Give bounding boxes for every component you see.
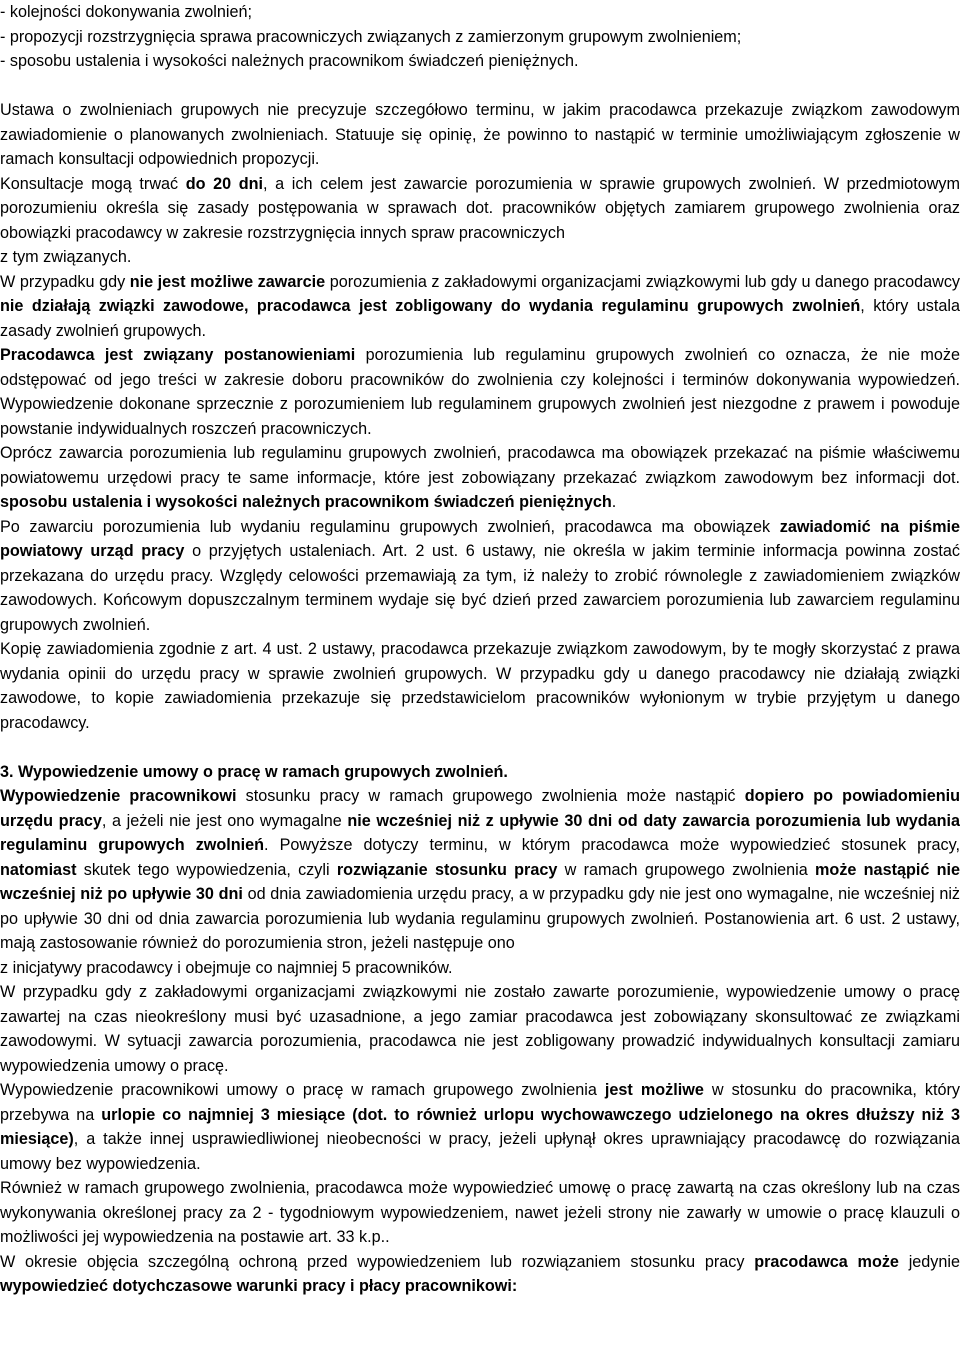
bold-text-run: pieniężnych [519, 493, 612, 511]
section-heading: 3. Wypowiedzenie umowy o pracę w ramach grupowych zwolnień. [0, 762, 508, 781]
text-run: skutek tego wypowiedzenia, czyli [76, 860, 337, 879]
text-run: Po zawarciu porozumienia lub wydaniu regulaminu grupowych zwolnień, pracodawca ma obowiązek [0, 517, 780, 536]
paragraph-termination-end: z inicjatywy pracodawcy i obejmuje co najmniej 5 pracowników. [0, 958, 453, 977]
paragraph-consultations [0, 172, 960, 246]
text-run: jedynie [898, 1252, 960, 1271]
bold-text-run: Wypowiedzenie pracownikowi [0, 787, 237, 805]
bold-text-run: może nastąpić nie wcześniej niż po upływie 30 dni [0, 860, 960, 903]
text-run: W przypadku gdy z zakładowymi organizacjami związkowymi nie zostało zawarte porozumienie, wypowiedzenie umowy o pracę zawartej na czas nieokreślony musi być uzasadnione, a jego zamiar pracodawca jest zobowiązany skonsultować ze związkami zawodowymi. W sytuacji zawarcia porozumienia, pracodawca nie jest zobligowany prowadzić indywidualnych konsultacji zamiaru wypowiedzenia umowy o pracę. [0, 983, 960, 1075]
spacer [0, 74, 960, 99]
paragraph-regulations [0, 270, 960, 344]
paragraph-termination [0, 784, 960, 956]
paragraph-leave [0, 1078, 960, 1176]
text-run: porozumienia z zakładowymi organizacjami związkowymi lub gdy u danego pracodawcy [325, 272, 960, 291]
text-run: W okresie objęcia szczególną ochroną przed wypowiedzeniem lub rozwiązaniem stosunku pracy [0, 1252, 755, 1271]
text-run: W przypadku gdy [0, 272, 130, 291]
text-run: Kopię zawiadomienia zgodnie z art. 4 ust. 2 ustawy, pracodawca przekazuje związkom zawodowym, by te mogły skorzystać z prawa wydania opinii do urzędu pracy w sprawie zwolnień grupowych. W przypadku gdy u danego pracodawcy nie działają związki zawodowe, to kopie zawiadomienia przekazuje się przedstawicielom pracowników wyłonionym w trybie przyjętym u danego pracodawcy. [0, 640, 960, 732]
text-run: , a jeżeli nie jest ono wymagalne [101, 811, 348, 830]
bold-text-run: do 20 dni [185, 174, 264, 193]
bold-text-run: Pracodawca jest związany postanowieniami [0, 346, 356, 364]
list-item: - propozycji rozstrzygnięcia sprawa pracowniczych związanych z zamierzonym grupowym zwolnieniem; [0, 27, 742, 46]
list-item: - kolejności dokonywania zwolnień; [0, 3, 252, 21]
paragraph-copy-notice [0, 637, 960, 735]
paragraph-labour-office-info [0, 441, 960, 515]
bold-text-run: nie działają związki zawodowe, pracodawca jest zobligowany do wydania regulaminu grupowych zwolnień [0, 297, 861, 315]
paragraph-employer-bound [0, 343, 960, 441]
text-run: Wypowiedzenie pracownikowi umowy o pracę w ramach grupowego zwolnienia [0, 1081, 605, 1099]
bold-text-run: zawiadomić na piśmie powiatowy urząd pracy [0, 517, 960, 560]
text-run: od dnia zawiadomienia urzędu pracy, a w przypadku gdy nie jest ono wymagalne, nie wcześniej niż po upływie 30 dni od dnia zawarcia porozumienia lub wydania regulaminu grupowych zwolnień. Postanowienia art. 6 ust. 2 ustawy, mają zastosowanie również do porozumienia stron, jeżeli następuje ono [0, 885, 960, 952]
paragraph-special-protection [0, 1250, 960, 1299]
spacer [0, 735, 960, 760]
text-run: Ustawa o zwolnieniach grupowych nie precyzuje szczegółowo terminu, w jakim pracodawca przekazuje związkom zawodowym zawiadomienie o planowanych zwolnieniach. Statuuje się opinię, że powinno to nastąpić w terminie umożliwiającym zgłoszenie w ramach konsultacji odpowiednich propozycji. [0, 101, 960, 168]
bold-text-run: nie jest możliwe zawarcie [129, 272, 326, 291]
paragraph-consultations-end: z tym związanych. [0, 248, 132, 266]
list-block [0, 0, 960, 74]
text-run: Oprócz zawarcia porozumienia lub regulaminu grupowych zwolnień, pracodawca ma obowiązek przekazać na piśmie właściwemu powiatowemu urzędowi pracy te same informacje, które jest zobowiązany przekazać związkom zawodowym bez informacji dot. [0, 444, 960, 487]
text-run: porozumienia lub regulaminu grupowych zwolnień co oznacza, że nie może odstępować od jego treści w zakresie doboru pracowników do zwolnienia czy kolejności i terminów dokonywania wypowiedzeń. Wypowiedzenie dokonane sprzecznie z porozumieniem lub regulaminem grupowych zwolnień jest niezgodne z prawem i powoduje powstanie indywidualnych roszczeń pracowniczych. [0, 346, 960, 438]
paragraph-no-agreement [0, 980, 960, 1078]
text-run: , a także innej usprawiedliwionej nieobecności w pracy, jeżeli upłynął okres uprawniający pracodawcę do rozwiązania umowy bez wypowiedzenia. [0, 1130, 960, 1173]
bold-text-run: rozwiązanie stosunku pracy [336, 860, 558, 879]
paragraph-notice-timing [0, 98, 960, 172]
bold-text-run: natomiast [0, 860, 77, 879]
text-run: w stosunku do pracownika, który przebywa na [0, 1081, 960, 1124]
bold-text-run: nie wcześniej niż z upływie 30 dni od daty zawarcia porozumienia lub wydania regulaminu grupowych zwolnień [0, 811, 960, 854]
text-run: , który ustala zasady zwolnień grupowych. [0, 297, 960, 340]
text-run: . [611, 493, 617, 511]
text-run: o przyjętych ustaleniach. Art. 2 ust. 6 ustawy, nie określa w jakim terminie informacja powinna zostać przekazana do urzędu pracy. Względy celowości przemawiają za tym, iż należy to zrobić równolegle z zawiadomieniem związków zawodowych. Końcowym dopuszczalnym terminem wydaje się być dzień przed zawarciem porozumienia lub zawarciem regulaminu grupowych zwolnień. [0, 542, 960, 634]
text-run: Również w ramach grupowego zwolnienia, pracodawca może wypowiedzieć umowę o pracę zawartą na czas określony lub na czas wykonywania określonej pracy za 2 - tygodniowym wypowiedzeniem, nawet jeżeli strony nie zawarły w umowie o pracę klauzuli o możliwości jej wypowiedzenia na postawie art. 33 k.p.. [0, 1179, 960, 1246]
text-run: stosunku pracy w ramach grupowego zwolnienia może nastąpić [236, 787, 745, 805]
bold-text-run: pracodawca może [754, 1252, 899, 1271]
bold-text-run: dopiero po powiadomieniu urzędu pracy [0, 787, 960, 830]
bold-text-run: wypowiedzieć dotychczasowe warunki pracy i płacy pracownikowi: [0, 1277, 518, 1295]
text-run: . Powyższe dotyczy terminu, w którym pracodawca może wypowiedzieć stosunek pracy, [264, 836, 960, 854]
bold-text-run: jest możliwe [604, 1081, 704, 1099]
bold-text-run: urlopie co najmniej 3 miesiące (dot. to również urlopu wychowawczego udzielonego na okres dłuższy niż 3 miesiące) [0, 1105, 960, 1148]
list-item: - sposobu ustalenia i wysokości należnych pracownikom świadczeń pieniężnych. [0, 52, 579, 70]
text-run: Konsultacje mogą trwać [0, 174, 186, 193]
text-run: w ramach grupowego zwolnienia [557, 860, 816, 879]
bold-text-run: sposobu ustalenia i wysokości należnych pracownikom świadczeń [0, 493, 515, 511]
paragraph-fixed-term [0, 1176, 960, 1250]
paragraph-notify-office [0, 515, 960, 638]
text-run: , a ich celem jest zawarcie porozumienia w sprawie grupowych zwolnień. W przedmiotowym porozumieniu określa się zasady postępowania w sprawach dot. pracowników objętych zamiarem grupowego zwolnienia oraz obowiązki pracodawcy w zakresie rozstrzygnięcia innych spraw pracowniczych [0, 174, 960, 242]
